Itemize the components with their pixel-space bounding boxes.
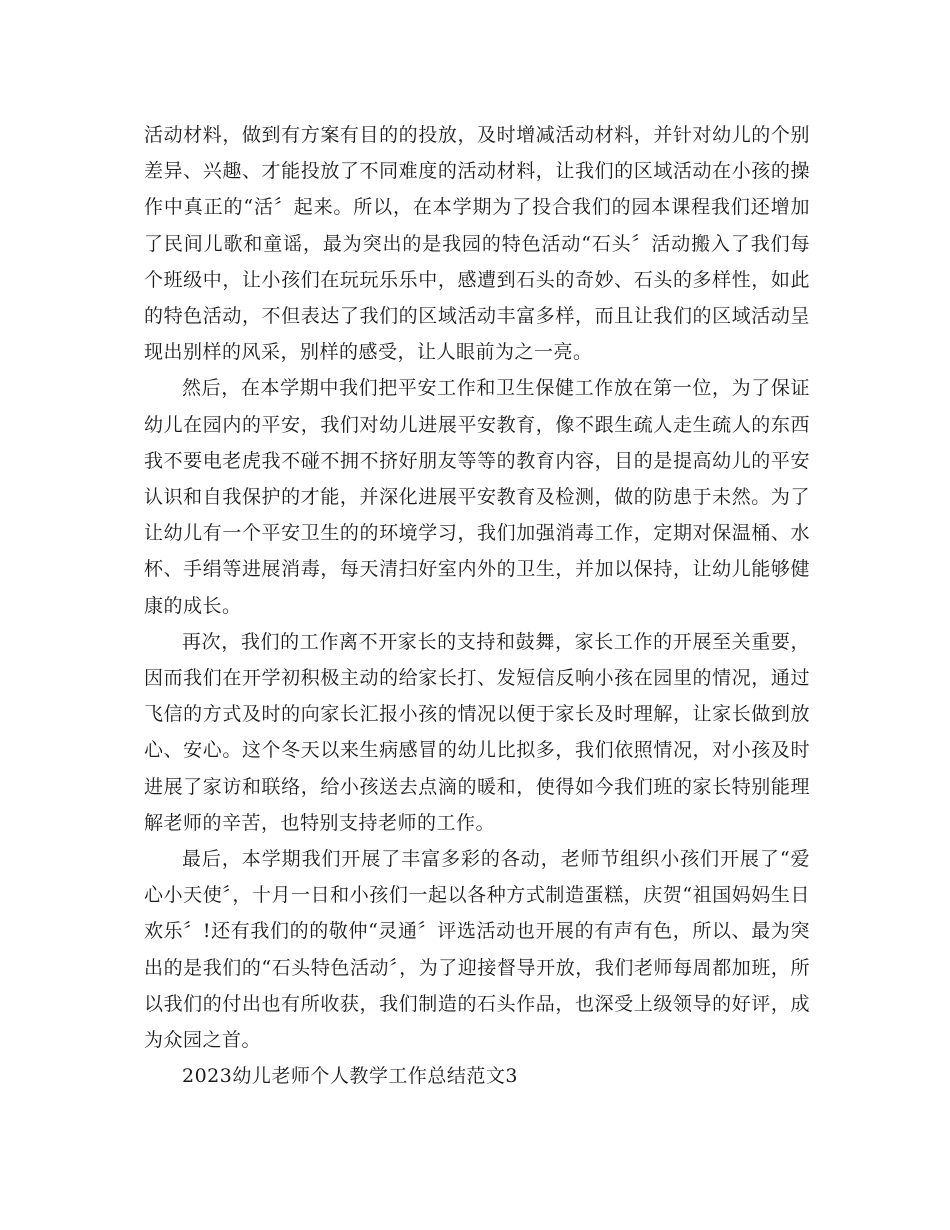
- paragraph-safety: 然后，在本学期中我们把平安工作和卫生保健工作放在第一位，为了保证幼儿在园内的平安，我们对幼儿进展平安教育，像不跟生疏人走生疏人的东西我不要电老虎我不碰不拥不挤好朋友等等的教育内容，目的是提高幼儿的平安认识和自我保护的才能，并深化进展平安教育及检测，做的防患于未然。为了让幼儿有一个平安卫生的的环境学习，我们加强消毒工作，定期对保温桶、水杯、手绢等进展消毒，每天清扫好室内外的卫生，并加以保持，让幼儿能够健康的成长。: [144, 377, 810, 617]
- section-heading: 2023幼儿老师个人教学工作总结范文3: [182, 1065, 518, 1088]
- paragraph-parents: 再次，我们的工作离不开家长的支持和鼓舞，家长工作的开展至关重要，因而我们在开学初积极主动的给家长打、发短信反响小孩在园里的情况，通过飞信的方式及时的向家长汇报小孩的情况以便于家长及时理解，让家长做到放心、安心。这个冬天以来生病感冒的幼儿比拟多，我们依照情况，对小孩及时进展了家访和联络，给小孩送去点滴的暖和，使得如今我们班的家长特别能理解老师的辛苦，也特别支持老师的工作。: [144, 630, 810, 834]
- paragraph-activities: 最后，本学期我们开展了丰富多彩的各动，老师节组织小孩们开展了“爱心小天使〞，十月一日和小孩们一起以各种方式制造蛋糕，庆贺“祖国妈妈生日欢乐〞!还有我们的的敬仲“灵通〞评选活动也开展的有声有色，所以、最为突出的是我们的“石头特色活动〞，为了迎接督导开放，我们老师每周都加班，所以我们的付出也有所收获，我们制造的石头作品，也深受上级领导的好评，成为众园之首。: [144, 848, 810, 1052]
- document-body: [144, 117, 810, 1094]
- paragraph-continued: 活动材料，做到有方案有目的的投放，及时增减活动材料，并针对幼儿的个别差异、兴趣、才能投放了不同难度的活动材料，让我们的区域活动在小孩的操作中真正的“活〞起来。所以，在本学期为了投合我们的园本课程我们还增加了民间儿歌和童谣，最为突出的是我园的特色活动“石头〞活动搬入了我们每个班级中，让小孩们在玩玩乐乐中，感遭到石头的奇妙、石头的多样性，如此的特色活动，不但表达了我们的区域活动丰富多样，而且让我们的区域活动呈现出别样的风采，别样的感受，让人眼前为之一亮。: [144, 124, 810, 364]
